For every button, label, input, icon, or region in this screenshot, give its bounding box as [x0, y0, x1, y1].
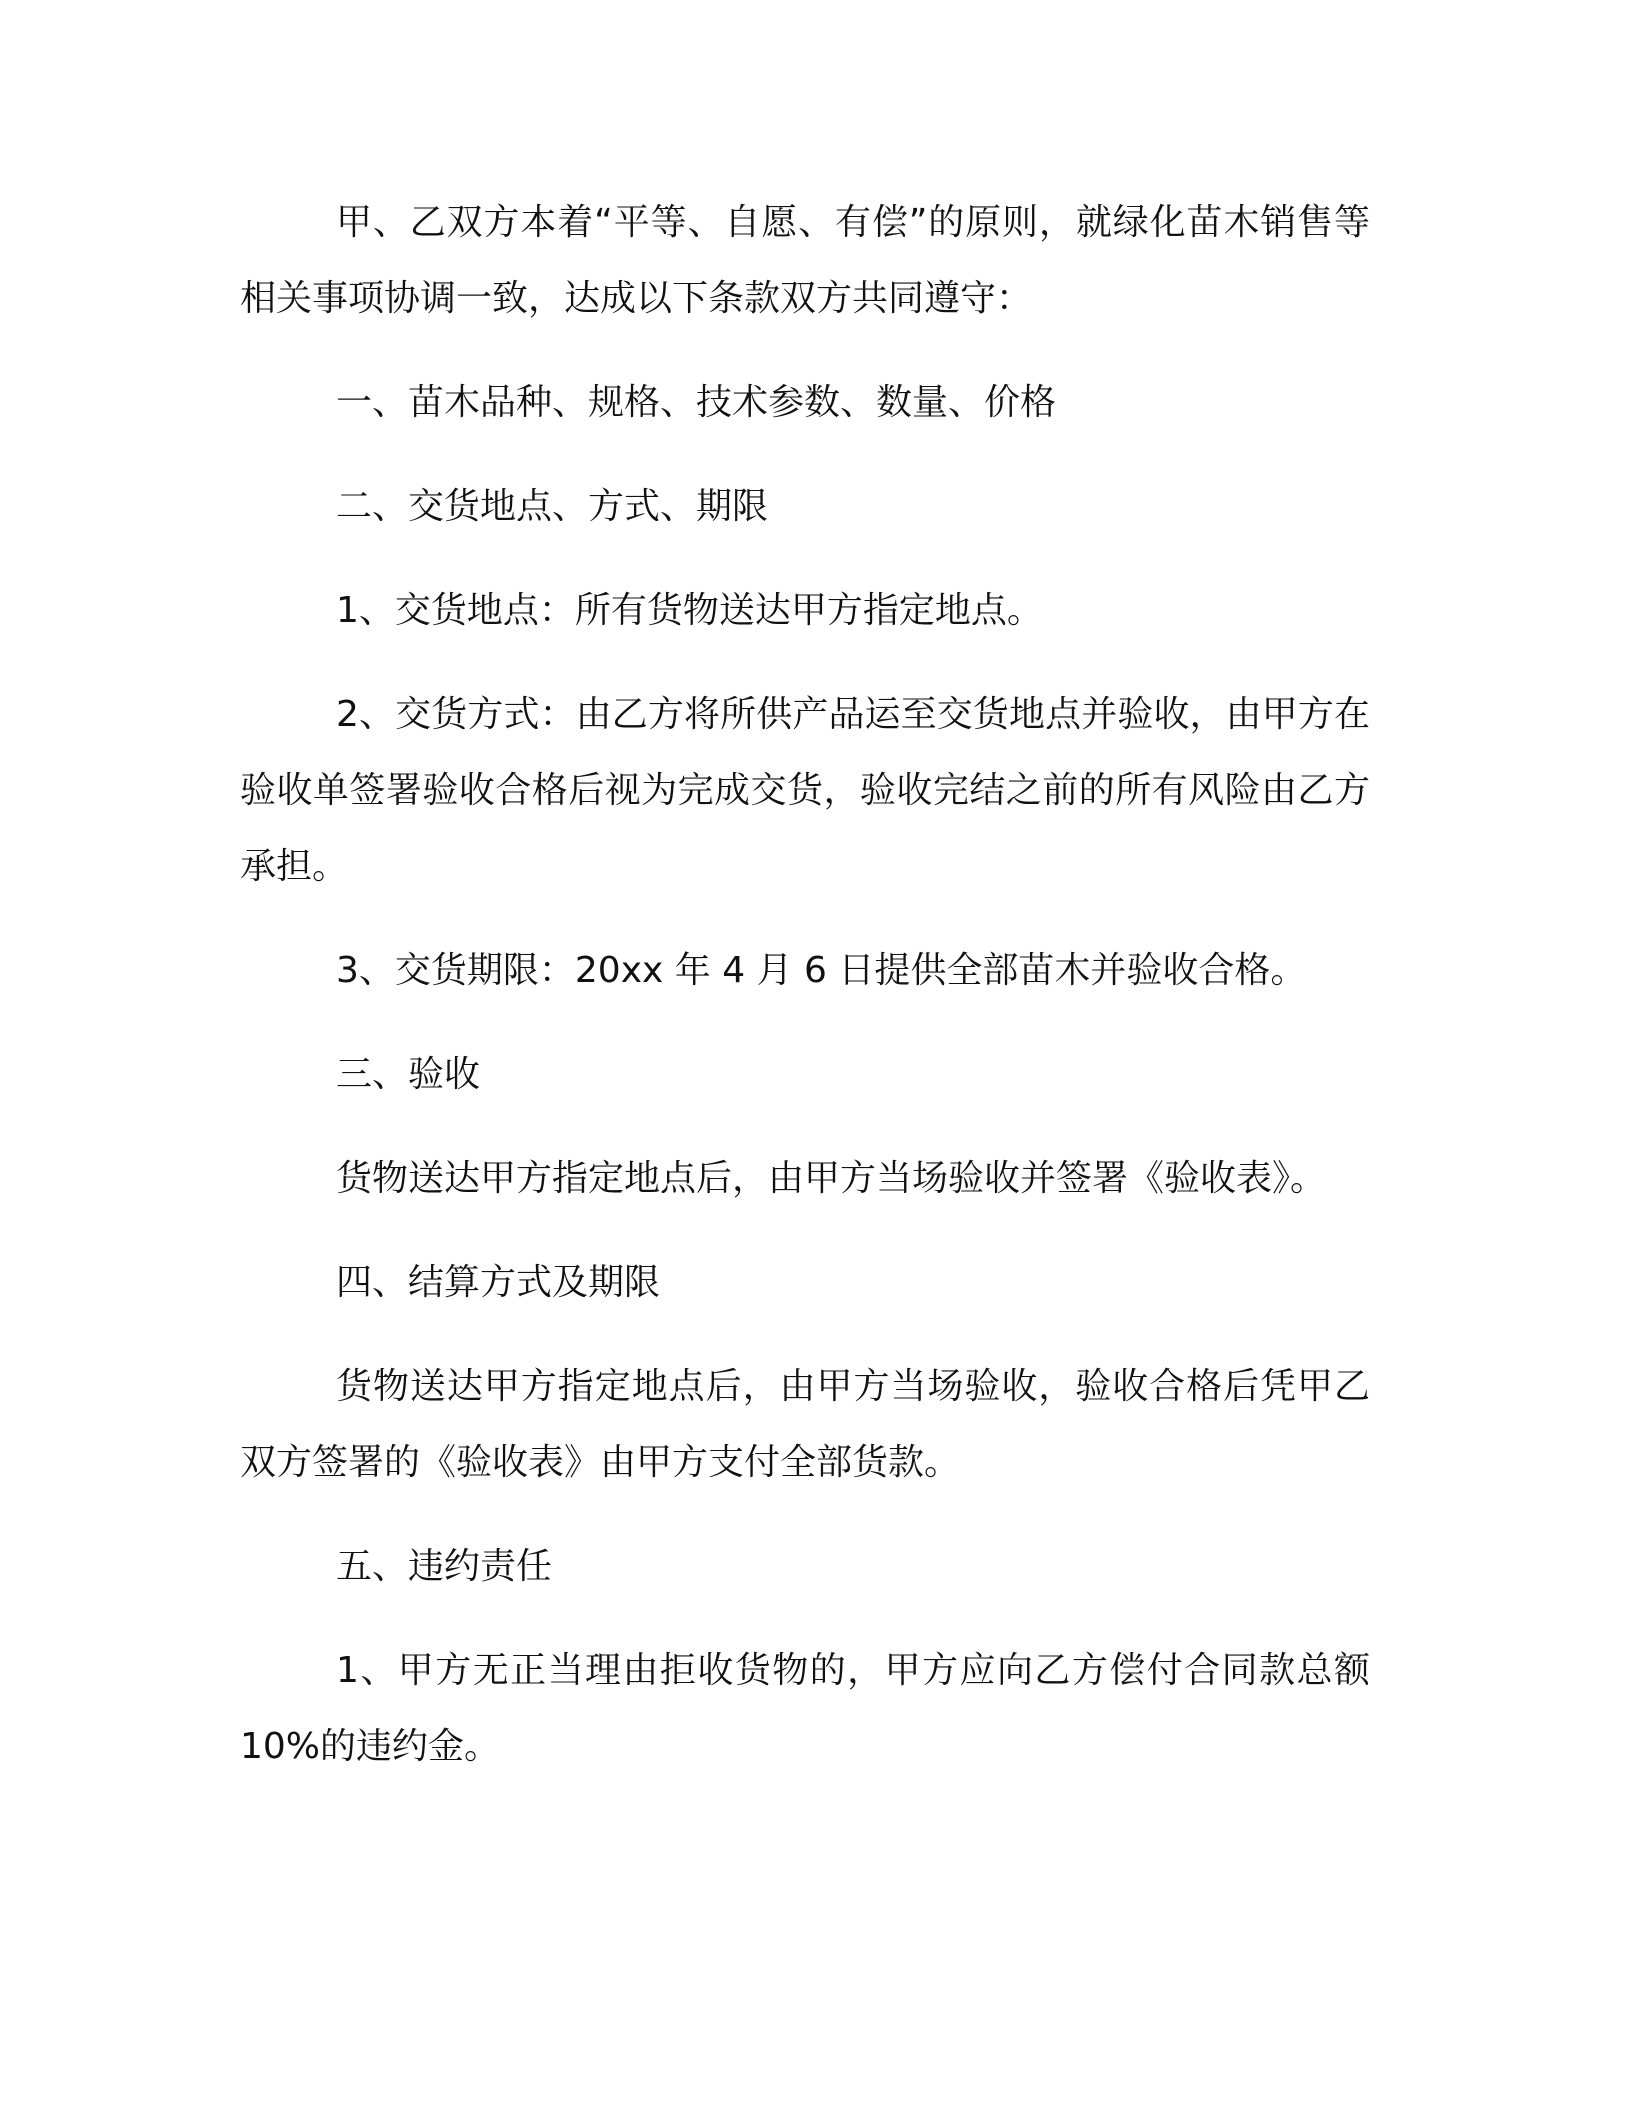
section-heading-varieties: 一、苗木品种、规格、技术参数、数量、价格	[336, 382, 1057, 423]
intro-paragraph: 甲、乙双方本着“平等、自愿、有偿”的原则，就绿化苗木销售等相关事项协调一致，达成以下条款双方共同遵守：	[240, 202, 1370, 319]
acceptance-clause: 货物送达甲方指定地点后，由甲方当场验收并签署《验收表》。	[336, 1158, 1327, 1199]
delivery-method-clause: 2、交货方式：由乙方将所供产品运至交货地点并验收，由甲方在验收单签署验收合格后视为完成交货，验收完结之前的所有风险由乙方承担。	[240, 694, 1370, 887]
section-heading-acceptance: 三、验收	[336, 1054, 481, 1095]
delivery-deadline-clause: 3、交货期限：20xx 年 4 月 6 日提供全部苗木并验收合格。	[336, 950, 1307, 991]
document-body	[240, 185, 1370, 1785]
liability-clause-1: 1、甲方无正当理由拒收货物的，甲方应向乙方偿付合同款总额10%的违约金。	[240, 1650, 1370, 1767]
section-heading-delivery: 二、交货地点、方式、期限	[336, 486, 769, 527]
delivery-location-clause: 1、交货地点：所有货物送达甲方指定地点。	[336, 590, 1043, 631]
section-heading-liability: 五、违约责任	[336, 1546, 553, 1587]
section-heading-settlement: 四、结算方式及期限	[336, 1262, 661, 1303]
settlement-clause: 货物送达甲方指定地点后，由甲方当场验收，验收合格后凭甲乙双方签署的《验收表》由甲方支付全部货款。	[240, 1366, 1370, 1483]
